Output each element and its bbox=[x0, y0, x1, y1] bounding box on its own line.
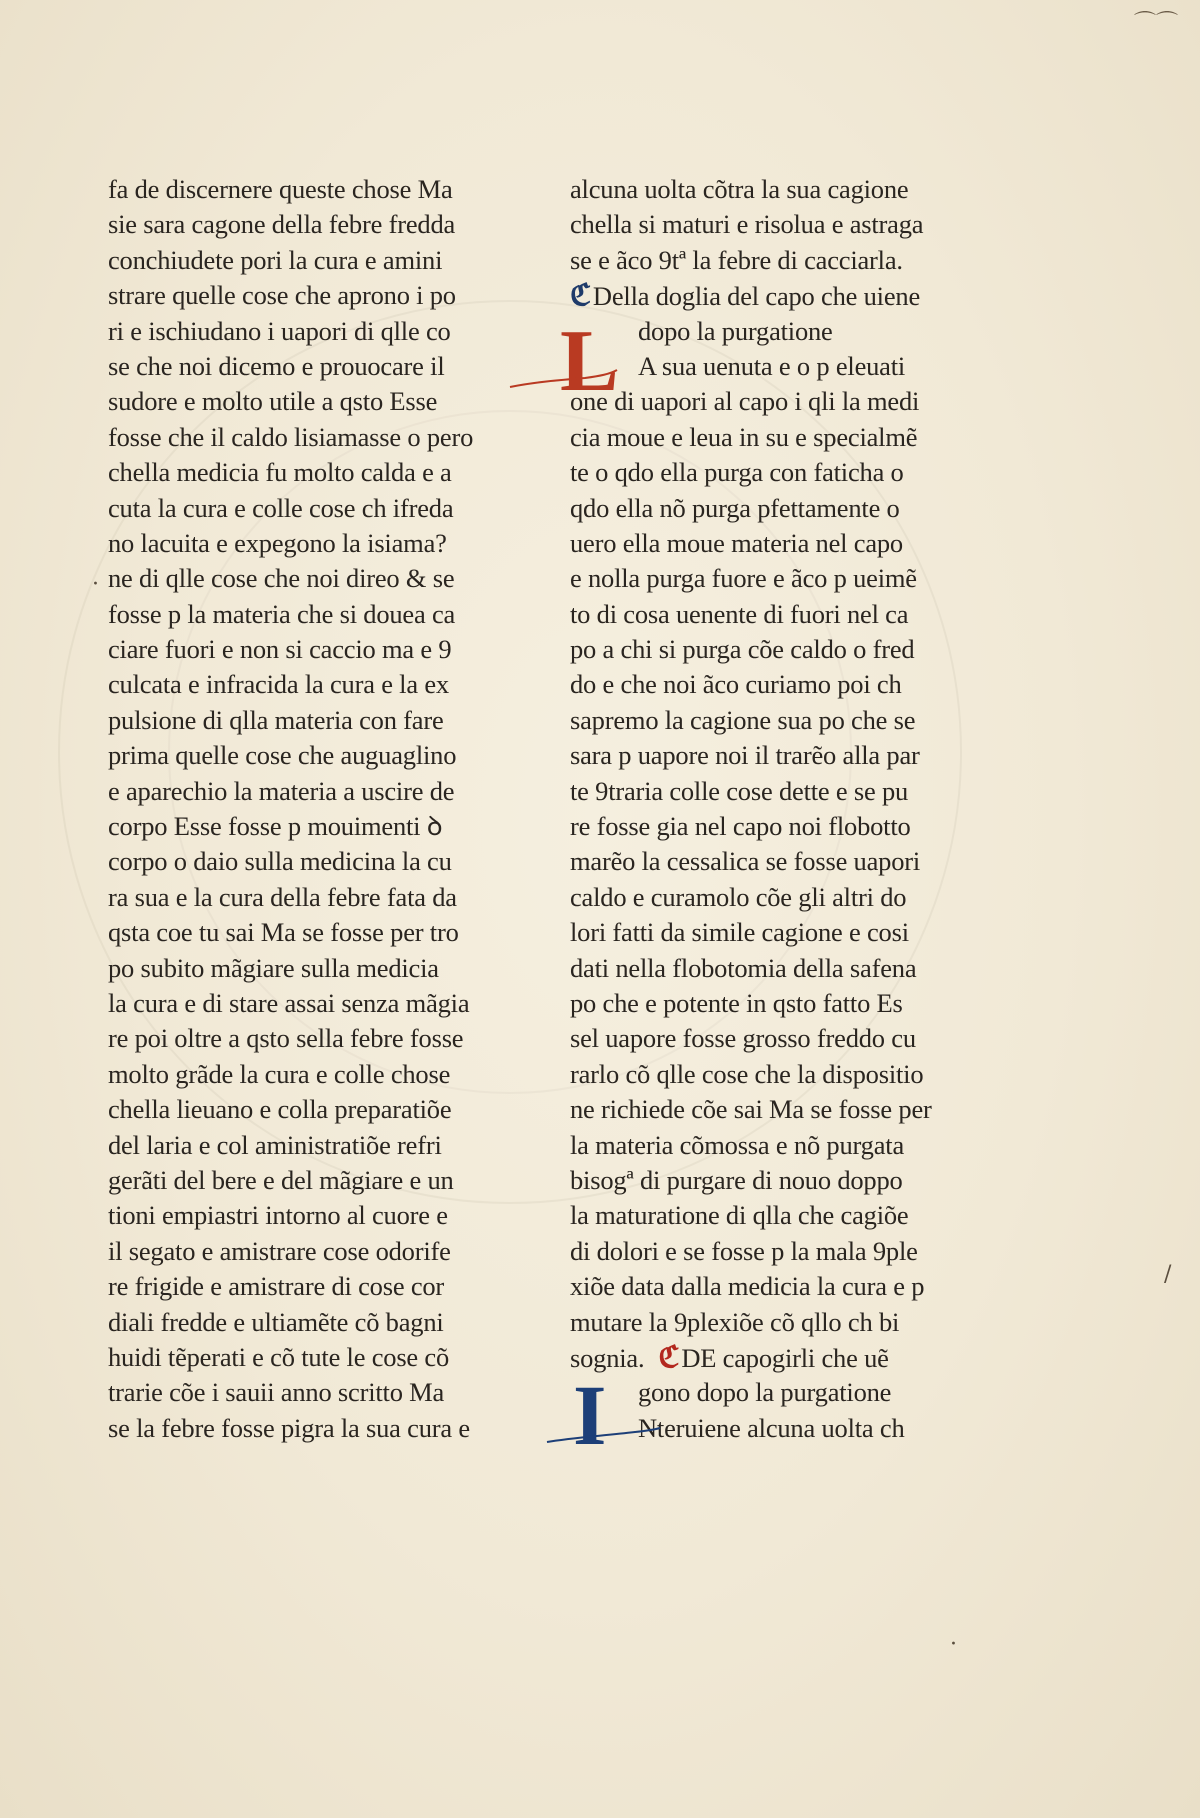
line-text: marẽo la cessalica se fosse uapori bbox=[570, 846, 921, 877]
text-line: qsta coe tu sai Ma se fosse per tro bbox=[108, 917, 459, 948]
text-line bbox=[570, 738, 955, 773]
ink-speck: / bbox=[1164, 1262, 1172, 1287]
text-line: trarie cõe i sauii anno scritto Ma bbox=[108, 1377, 445, 1408]
paragraph-mark-icon: ℭ bbox=[570, 279, 591, 313]
initial-flourish-red bbox=[505, 352, 625, 422]
text-line: diali fredde e ultiamẽte cõ bagni bbox=[108, 1306, 444, 1337]
text-line: conchiudete pori la cura e amini bbox=[108, 244, 443, 275]
text-line: cuta la cura e colle cose ch ifreda bbox=[108, 492, 454, 523]
line-text: po a chi si purga cõe caldo o fred bbox=[570, 634, 915, 665]
line-text: chella si maturi e risolua e astraga bbox=[570, 209, 924, 240]
line-text: Della doglia del capo che uiene bbox=[592, 281, 921, 312]
text-line bbox=[570, 349, 955, 384]
text-line bbox=[570, 667, 955, 702]
line-text: dopo la purgatione bbox=[638, 315, 833, 346]
text-line bbox=[570, 1163, 955, 1198]
line-text: do e che noi ãco curiamo poi ch bbox=[570, 669, 902, 700]
section-heading-text: DE capogirli che uẽ bbox=[681, 1342, 889, 1373]
text-line bbox=[570, 1057, 955, 1092]
paragraph-mark-icon: ℭ bbox=[658, 1340, 680, 1374]
line-text: la maturatione di qlla che cagiõe bbox=[570, 1200, 909, 1231]
text-line: ri e ischiudano i uapori di qlle co bbox=[108, 315, 451, 346]
text-line: molto grãde la cura e colle chose bbox=[108, 1058, 451, 1089]
line-text: sel uapore fosse grosso freddo cu bbox=[570, 1023, 916, 1054]
text-line bbox=[570, 774, 955, 809]
line-text: caldo e curamolo cõe gli altri do bbox=[570, 881, 907, 912]
text-line bbox=[570, 951, 955, 986]
line-text: po che e potente in qsto fatto Es bbox=[570, 987, 903, 1018]
line-text: sara p uapore noi il trarẽo alla par bbox=[570, 740, 920, 771]
text-line: la cura e di stare assai senza mãgia bbox=[108, 987, 470, 1018]
text-line: prima quelle cose che auguaglino bbox=[108, 740, 457, 771]
text-line bbox=[570, 278, 955, 313]
text-line: corpo Esse fosse p mouimenti ꝺ bbox=[108, 811, 443, 842]
line-text: dati nella flobotomia della safena bbox=[570, 952, 917, 983]
text-line: sie sara cagone della febre fredda bbox=[108, 209, 456, 240]
line-text: di dolori e se fosse p la mala 9ple bbox=[570, 1235, 918, 1266]
line-text: te o qdo ella purga con faticha o bbox=[570, 457, 904, 488]
text-line bbox=[570, 491, 955, 526]
text-line bbox=[570, 455, 955, 490]
line-text: sapremo la cagione sua po che se bbox=[570, 704, 916, 735]
line-text: te 9traria colle cose dette e se pu bbox=[570, 775, 909, 806]
line-text: Nteruiene alcuna uolta ch bbox=[638, 1412, 905, 1443]
right-text-column bbox=[570, 172, 955, 1446]
text-line: pulsione di qlla materia con fare bbox=[108, 704, 444, 735]
line-text: cia moue e leua in su e specialmẽ bbox=[570, 421, 918, 452]
text-line bbox=[570, 207, 955, 242]
text-line: gerãti del bere e del mãgiare e un bbox=[108, 1164, 454, 1195]
line-text: gono dopo la purgatione bbox=[638, 1377, 892, 1408]
text-line bbox=[570, 561, 955, 596]
text-line: ne di qlle cose che noi direo & se bbox=[108, 563, 455, 594]
initial-flourish-blue bbox=[545, 1420, 665, 1470]
text-line: re frigide e amistrare di cose cor bbox=[108, 1271, 445, 1302]
line-text: la materia cõmossa e nõ purgata bbox=[570, 1129, 905, 1160]
text-line bbox=[570, 1128, 955, 1163]
text-line bbox=[570, 1305, 955, 1340]
ink-speck: · bbox=[92, 572, 99, 597]
text-line: chella medicia fu molto calda e a bbox=[108, 457, 452, 488]
text-line: sudore e molto utile a qsto Esse bbox=[108, 386, 438, 417]
text-line bbox=[570, 420, 955, 455]
text-line bbox=[570, 1234, 955, 1269]
line-text: A sua uenuta e o p eleuati bbox=[638, 350, 906, 381]
text-line bbox=[570, 526, 955, 561]
text-line bbox=[570, 1092, 955, 1127]
line-text: se e ãco 9tª la febre di cacciarla. bbox=[570, 244, 903, 275]
text-line: strare quelle cose che aprono i po bbox=[108, 280, 456, 311]
text-line bbox=[570, 986, 955, 1021]
text-line bbox=[570, 172, 955, 207]
line-text: re fosse gia nel capo noi flobotto bbox=[570, 811, 911, 842]
text-line bbox=[570, 1269, 955, 1304]
text-line bbox=[570, 597, 955, 632]
text-line: se la febre fosse pigra la sua cura e bbox=[108, 1412, 470, 1443]
text-line: il segato e amistrare cose odorife bbox=[108, 1235, 451, 1266]
line-text: e nolla purga fuore e ãco p ueimẽ bbox=[570, 563, 917, 594]
line-text: lori fatti da simile cagione e cosi bbox=[570, 917, 909, 948]
line-text: xiõe data dalla medicia la cura e p bbox=[570, 1271, 925, 1302]
text-line: ciare fuori e non si caccio ma e 9 bbox=[108, 634, 452, 665]
line-text: one di uapori al capo i qli la medi bbox=[570, 386, 920, 417]
line-text: uero ella moue materia nel capo bbox=[570, 527, 903, 558]
text-line bbox=[570, 1375, 955, 1410]
line-text: ne richiede cõe sai Ma se fosse per bbox=[570, 1094, 932, 1125]
text-line: del laria e col aministratiõe refri bbox=[108, 1129, 442, 1160]
text-line bbox=[570, 632, 955, 667]
line-text: bisogª di purgare di nouo doppo bbox=[570, 1164, 903, 1195]
line-text: alcuna uolta cõtra la sua cagione bbox=[570, 174, 909, 204]
text-line bbox=[570, 880, 955, 915]
text-line: no lacuita e expegono la isiama? bbox=[108, 527, 447, 558]
left-text-column bbox=[108, 172, 508, 1446]
ink-speck: · bbox=[950, 1632, 957, 1657]
text-line bbox=[570, 809, 955, 844]
line-text: rarlo cõ qlle cose che la dispositio bbox=[570, 1058, 924, 1089]
text-line bbox=[570, 243, 955, 278]
text-line bbox=[570, 1021, 955, 1056]
decorated-initial-i: I bbox=[573, 1367, 607, 1463]
text-line: re poi oltre a qsto sella febre fosse bbox=[108, 1023, 464, 1054]
text-line: chella lieuano e colla preparatiõe bbox=[108, 1094, 452, 1125]
text-line bbox=[570, 1340, 955, 1375]
text-line: fosse che il caldo lisiamasse o pero bbox=[108, 421, 474, 452]
line-text: to di cosa uenente di fuori nel ca bbox=[570, 598, 909, 629]
text-line: se che noi dicemo e prouocare il bbox=[108, 350, 445, 381]
text-line: e aparechio la materia a uscire de bbox=[108, 775, 455, 806]
text-line: fa de discernere queste chose Ma bbox=[108, 174, 453, 204]
text-line: huidi tẽperati e cõ tute le cose cõ bbox=[108, 1341, 450, 1372]
line-text: qdo ella nõ purga pfettamente o bbox=[570, 492, 900, 523]
text-line: culcata e infracida la cura e la ex bbox=[108, 669, 449, 700]
text-line: po subito mãgiare sulla medicia bbox=[108, 952, 439, 983]
text-line bbox=[570, 844, 955, 879]
text-line bbox=[570, 915, 955, 950]
text-line: fosse p la materia che si douea ca bbox=[108, 598, 456, 629]
line-text: mutare la 9plexiõe cõ qllo ch bi bbox=[570, 1306, 900, 1337]
text-line bbox=[570, 703, 955, 738]
text-line: tioni empiastri intorno al cuore e bbox=[108, 1200, 448, 1231]
text-line: ra sua e la cura della febre fata da bbox=[108, 881, 457, 912]
decorated-initial-l: L bbox=[560, 313, 619, 410]
line-text: sognia. bbox=[570, 1342, 645, 1373]
text-line bbox=[570, 314, 955, 349]
page-corner-mark: ⌒⌒ bbox=[1133, 10, 1178, 35]
text-line bbox=[570, 1198, 955, 1233]
text-line: corpo o daio sulla medicina la cu bbox=[108, 846, 452, 877]
text-line bbox=[570, 384, 955, 419]
